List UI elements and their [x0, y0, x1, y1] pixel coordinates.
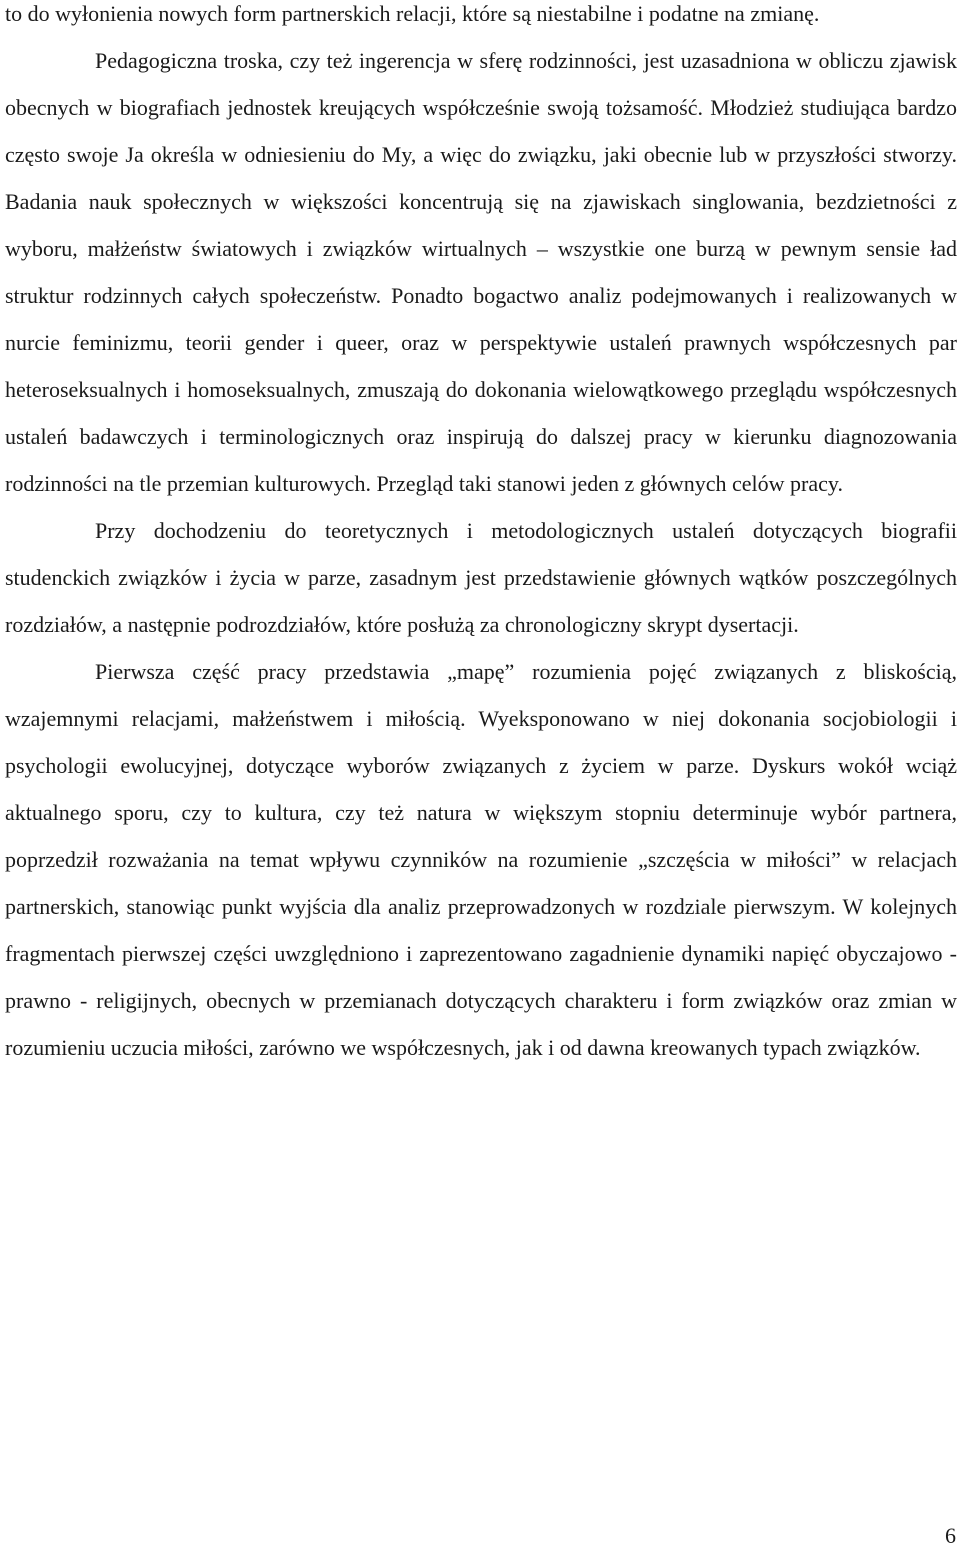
paragraph-first-part: Pierwsza część pracy przedstawia „mapę” rozumienia pojęć związanych z bliskością, wzajemnymi relacjami, małżeństwem i miłością. Wyeksponowano w niej dokonania socjobiologii i psychologii ewolucyjnej, dotyczące wyborów związanych z życiem w parze. Dyskurs wokół wciąż aktualnego sporu, czy to kultura, czy też natura w większym stopniu determinuje wybór partnera, poprzedził rozważania na temat wpływu czynników na rozumienie „szczęścia w miłości” w relacjach partnerskich, stanowiąc punkt wyjścia dla analiz przeprowadzonych w rozdziale pierwszym. W kolejnych fragmentach pierwszej części uwzględniono i zaprezentowano zagadnienie dynamiki napięć obyczajowo - prawno - religijnych, obecnych w przemianach dotyczących charakteru i form związków oraz zmian w rozumieniu uczucia miłości, zarówno we współczesnych, jak i od dawna kreowanych typach związków.	[5, 659, 957, 1060]
paragraph-pedagogical-concern: Pedagogiczna troska, czy też ingerencja w sferę rodzinności, jest uzasadniona w obliczu zjawisk obecnych w biografiach jednostek kreujących współcześnie swoją tożsamość. Młodzież studiująca bardzo często swoje Ja określa w odniesieniu do My, a więc do związku, jaki obecnie lub w przyszłości stworzy. Badania nauk społecznych w większości koncentrują się na zjawiskach singlowania, bezdzietności z wyboru, małżeństw światowych i związków wirtualnych – wszystkie one burzą w pewnym sensie ład struktur rodzinnych całych społeczeństw. Ponadto bogactwo analiz podejmowanych i realizowanych w nurcie feminizmu, teorii gender i queer, oraz w perspektywie ustaleń prawnych współczesnych par heteroseksualnych i homoseksualnych, zmuszają do dokonania wielowątkowego przeglądu współczesnych ustaleń badawczych i terminologicznych oraz inspirują do dalszej pracy w kierunku diagnozowania rodzinności na tle przemian kulturowych. Przegląd taki stanowi jeden z głównych celów pracy.	[5, 48, 957, 496]
page-number: 6	[945, 1523, 956, 1548]
paragraph-continuation: to do wyłonienia nowych form partnerskich relacji, które są niestabilne i podatne na zmianę.	[5, 1, 820, 26]
paragraph-chapter-overview: Przy dochodzeniu do teoretycznych i metodologicznych ustaleń dotyczących biografii studenckich związków i życia w parze, zasadnym jest przedstawienie głównych wątków poszczególnych rozdziałów, a następnie podrozdziałów, które posłużą za chronologiczny skrypt dysertacji.	[5, 518, 957, 637]
document-body	[5, 0, 957, 1071]
